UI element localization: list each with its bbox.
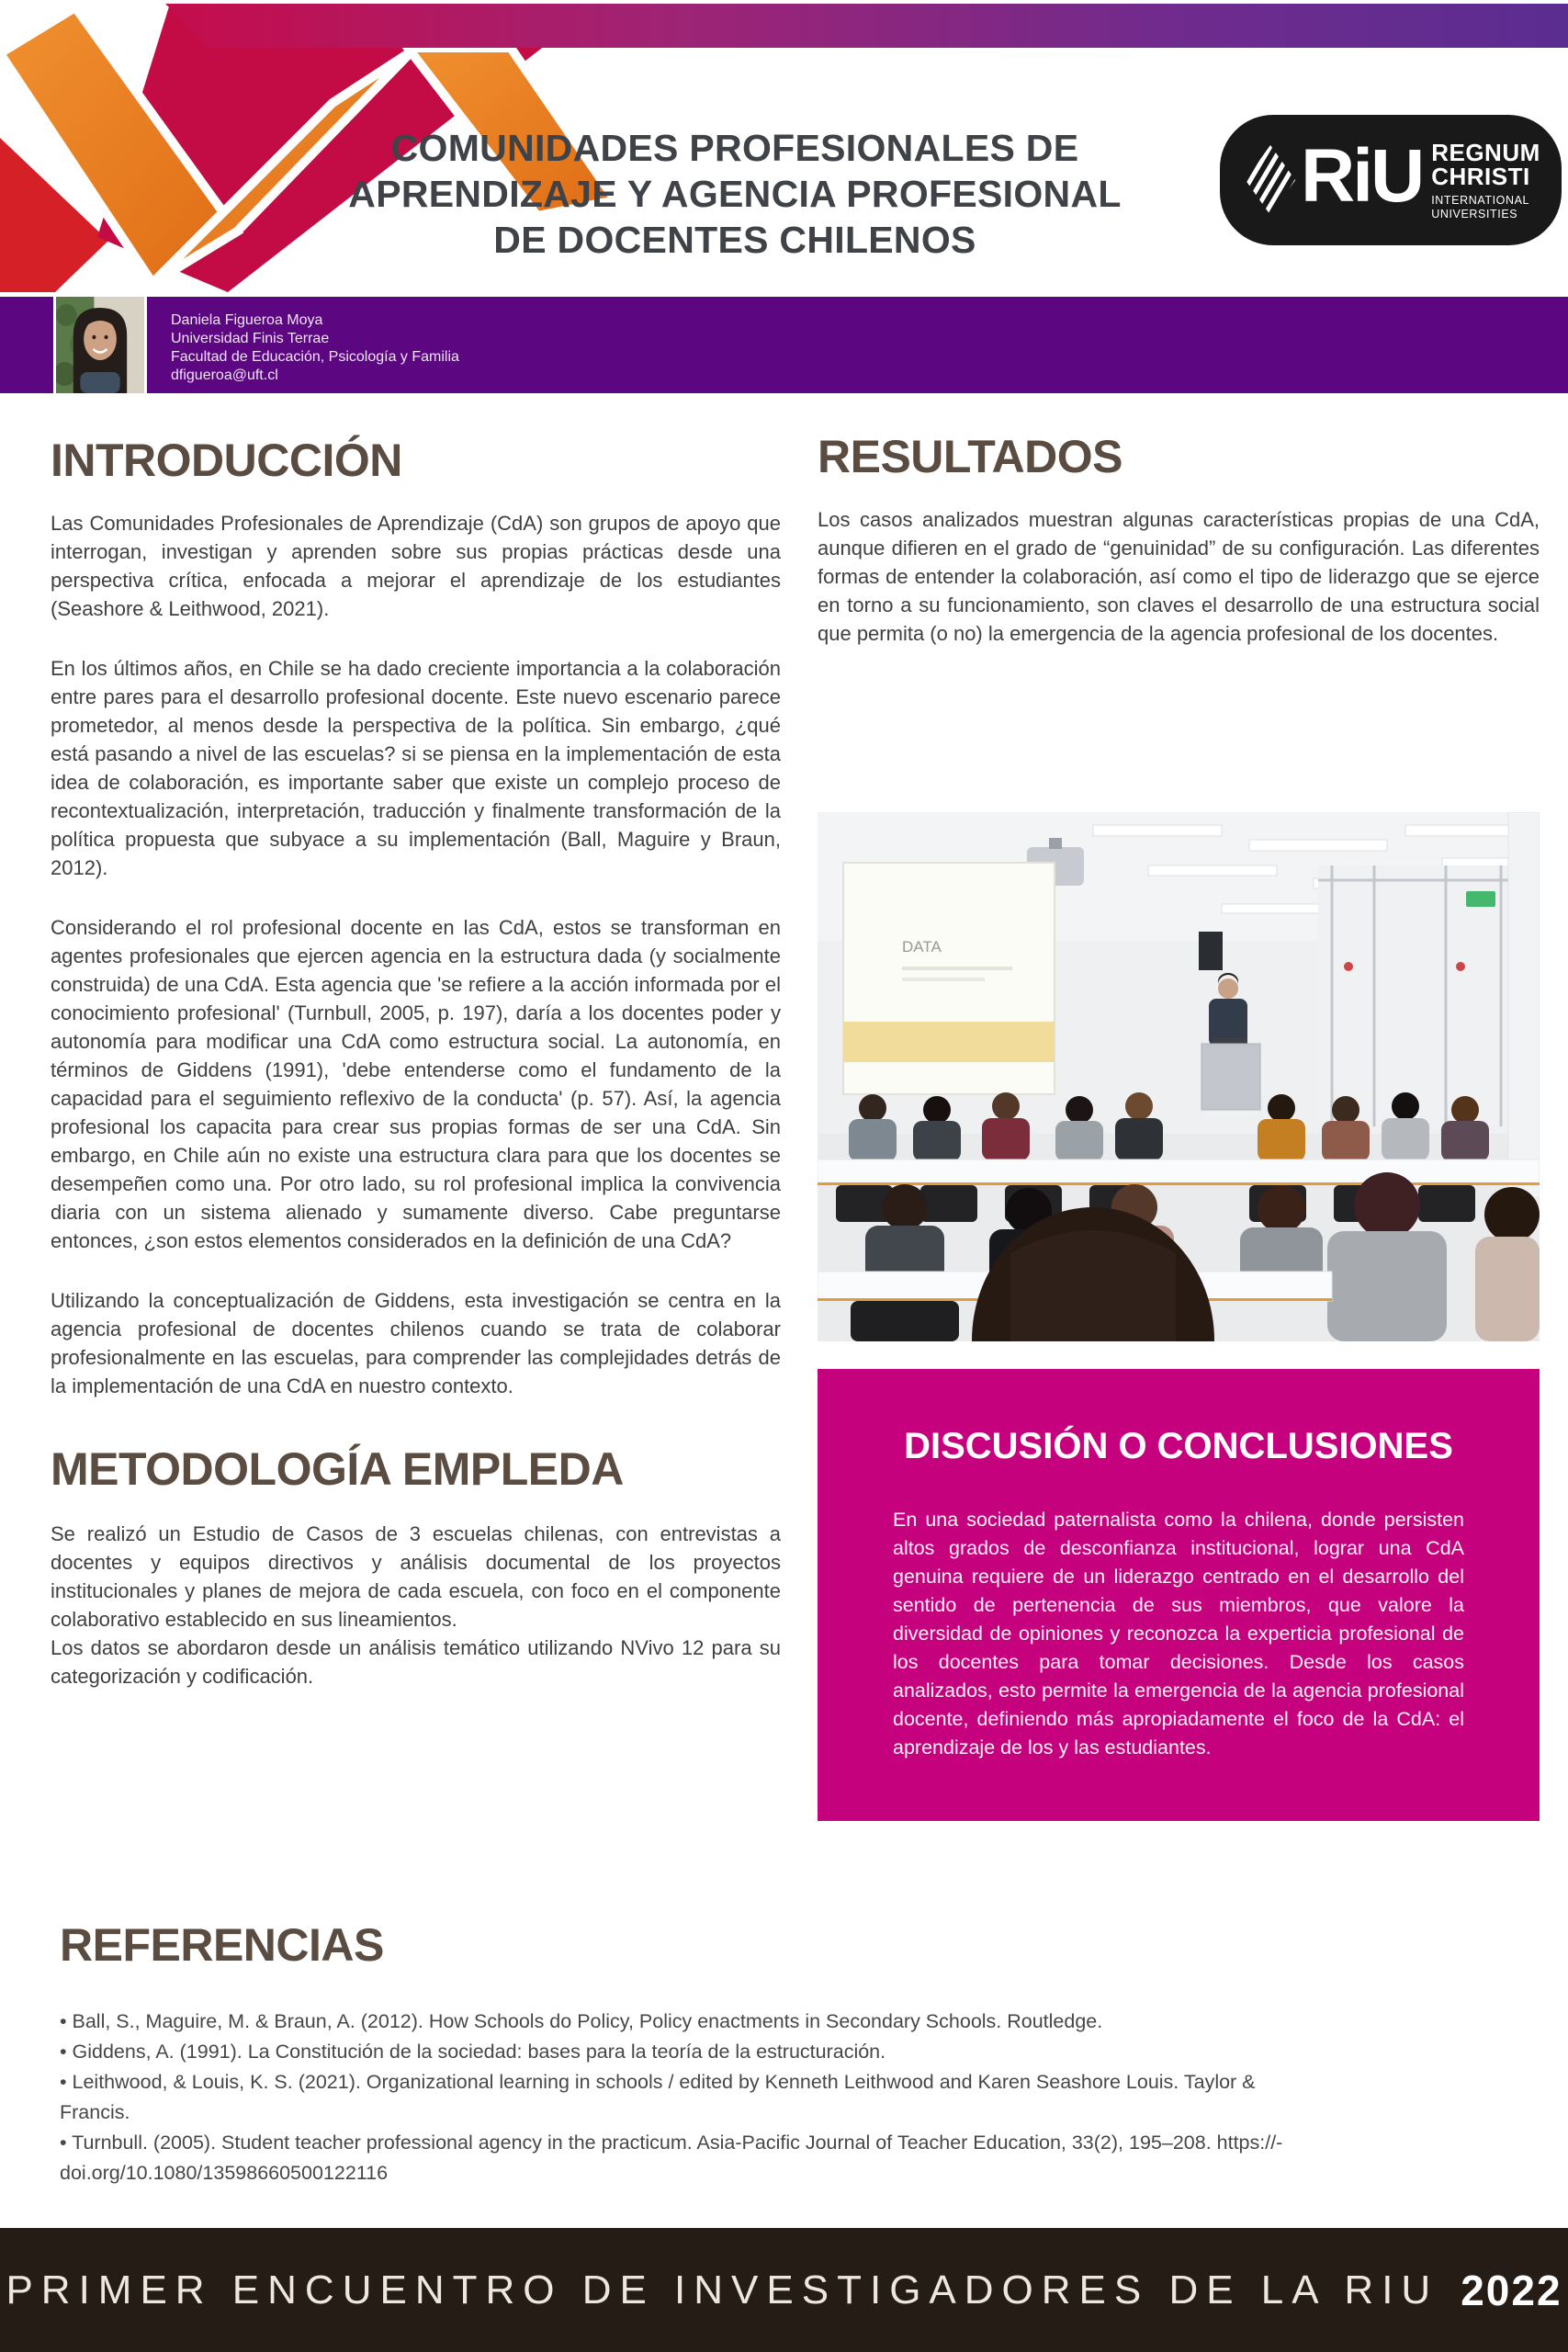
svg-text:DATA: DATA [902, 938, 942, 956]
author-info [171, 311, 459, 385]
author-university: Universidad Finis Terrae [171, 331, 330, 346]
reference-line: Francis. [60, 2101, 130, 2123]
discusion-paragraph: En una sociedad paternalista como la chilena, donde persisten altos grados de desconfianza institucional, lograr una CdA genuina requiere de un liderazgo centrado en el desarrollo del sentido de pertenencia de sus miembros, que valore la diversidad de opiniones y reconozca la experticia profesional de los docentes para tomar decisiones. Desde los casos analizados, esto permite la emergencia de la agencia profesional docente, definiendo más apropiadamente el foco de la CdA: el aprendizaje de los y las estudiantes. [893, 1509, 1464, 1758]
title-line-2: APRENDIZAJE Y AGENCIA PROFESIONAL [348, 173, 1122, 215]
org-line: REGNUM [1431, 138, 1540, 166]
author-name: Daniela Figueroa Moya [171, 312, 323, 328]
metodologia-heading: METODOLOGÍA EMPLEDA [51, 1443, 624, 1495]
riu-hatch-icon [1244, 140, 1297, 220]
discusion-heading: DISCUSIÓN O CONCLUSIONES [904, 1426, 1453, 1466]
referencias-heading: REFERENCIAS [60, 1919, 384, 1971]
reference-line: • Leithwood, & Louis, K. S. (2021). Organizational learning in schools / edited by Kenneth Leithwood and Karen Seashore Louis. Taylor & [60, 2071, 1256, 2093]
org-line: INTERNATIONAL [1431, 193, 1530, 207]
reference-line: doi.org/10.1080/13598660500122116 [60, 2162, 389, 2184]
left-column [51, 435, 781, 1690]
resultados-paragraph: Los casos analizados muestran algunas características propias de una CdA, aunque difieren en el grado de “genuinidad” de su configuración. Las diferentes formas de entender la colaboración, así como el tipo de liderazgo que se ejerce en torno a su funcionamiento, son claves el desarrollo de una estructura social que permita (o no) la emergencia de la agencia profesional de los docentes. [818, 508, 1540, 645]
reference-line: • Ball, S., Maguire, M. & Braun, A. (2012). How Schools do Policy, Policy enactments in Secondary Schools. Routledge. [60, 2010, 1103, 2032]
author-photo [53, 297, 147, 393]
discusion-box [818, 1369, 1540, 1821]
title-line-1: COMUNIDADES PROFESIONALES DE [390, 127, 1079, 169]
riu-org-name [1431, 138, 1540, 220]
riu-wordmark: RiU [1301, 134, 1423, 218]
author-faculty: Facultad de Educación, Psicología y Familia [171, 349, 459, 365]
introduccion-paragraph: Considerando el rol profesional docente en las CdA, estos se transforman en agentes profesionales que ejercen agencia en la estructura dada (y socialmente construida) de una CdA. Esta agencia que 'se refiere a la acción informada por el conocimiento profesional' (Turnbull, 2005, p. 197), daría a los docentes poder y autonomía para modificar una CdA como estructura social. La autonomía, en términos de Giddens (1991), 'debe entenderse como el fundamento de la capacidad para el seguimiento reflexivo de la conducta' (p. 57). Así, la agencia profesional los capacita para crear sus propias formas de ser una CdA. Sin embargo, en Chile aún no existe una estructura clara para que los docentes se desempeñen como una. Por otro lado, su rol profesional implica la convivencia diaria con un sistema alienado y sumamente diverso. Cabe preguntarse entonces, ¿son estos elementos considerados en la definición de una CdA? [51, 916, 781, 1252]
org-line: UNIVERSITIES [1431, 207, 1518, 220]
introduccion-paragraph: Utilizando la conceptualización de Giddens, esta investigación se centra en la agencia profesional de docentes chilenos cuando se trata de colaborar profesionalmente en las escuelas, para comprender las complejidades detrás de la implementación de una CdA en nuestro contexto. [51, 1289, 781, 1397]
reference-line: • Giddens, A. (1991). La Constitución de la sociedad: bases para la teoría de la estructuración. [60, 2041, 886, 2063]
gradient-banner [0, 4, 1568, 48]
referencias-section [60, 1920, 1516, 2188]
poster-title [248, 125, 1222, 263]
metodologia-paragraph: Se realizó un Estudio de Casos de 3 escuelas chilenas, con entrevistas a docentes y equipos directivos y análisis documental de los proyectos institucionales y planes de mejora de cada escuela, con foco en el componente colaborativo establecido en sus lineamientos. [51, 1522, 781, 1631]
metodologia-paragraph: Los datos se abordaron desde un análisis temático utilizando NVivo 12 para su categorización y codificación. [51, 1636, 781, 1688]
org-line: CHRISTI [1431, 162, 1530, 190]
introduccion-heading: INTRODUCCIÓN [51, 435, 402, 486]
footer-text: PRIMER ENCUENTRO DE INVESTIGADORES DE LA RIU [6, 2267, 1439, 2312]
footer-year: 2022 [1461, 2266, 1562, 2314]
reference-line: • Turnbull. (2005). Student teacher professional agency in the practicum. Asia-Pacific Journal of Teacher Education, 33(2), 195–208. https://- [60, 2132, 1283, 2154]
riu-logo [1220, 115, 1562, 245]
right-column [818, 432, 1540, 679]
resultados-heading: RESULTADOS [818, 431, 1123, 482]
introduccion-paragraph: Las Comunidades Profesionales de Aprendizaje (CdA) son grupos de apoyo que interrogan, investigan y aprenden sobre sus propias prácticas desde una perspectiva crítica, enfocada a mejorar el aprendizaje de los estudiantes (Seashore & Leithwood, 2021). [51, 512, 781, 620]
introduccion-paragraph: En los últimos años, en Chile se ha dado creciente importancia a la colaboración entre pares para el desarrollo profesional docente. Este nuevo escenario parece prometedor, al menos desde la perspectiva de la política. Sin embargo, ¿qué está pasando a nivel de las escuelas? si se piensa en la implementación de esta idea de colaboración, es importante saber que existe un complejo proceso de recontextualización, interpretación, traducción y finalmente transformación de la política propuesta que subyace a su implementación (Ball, Maguire y Braun, 2012). [51, 657, 781, 879]
author-email: dfigueroa@uft.cl [171, 368, 278, 383]
title-line-3: DE DOCENTES CHILENOS [493, 219, 976, 261]
classroom-photo [818, 812, 1540, 1341]
footer-banner [0, 2228, 1568, 2352]
